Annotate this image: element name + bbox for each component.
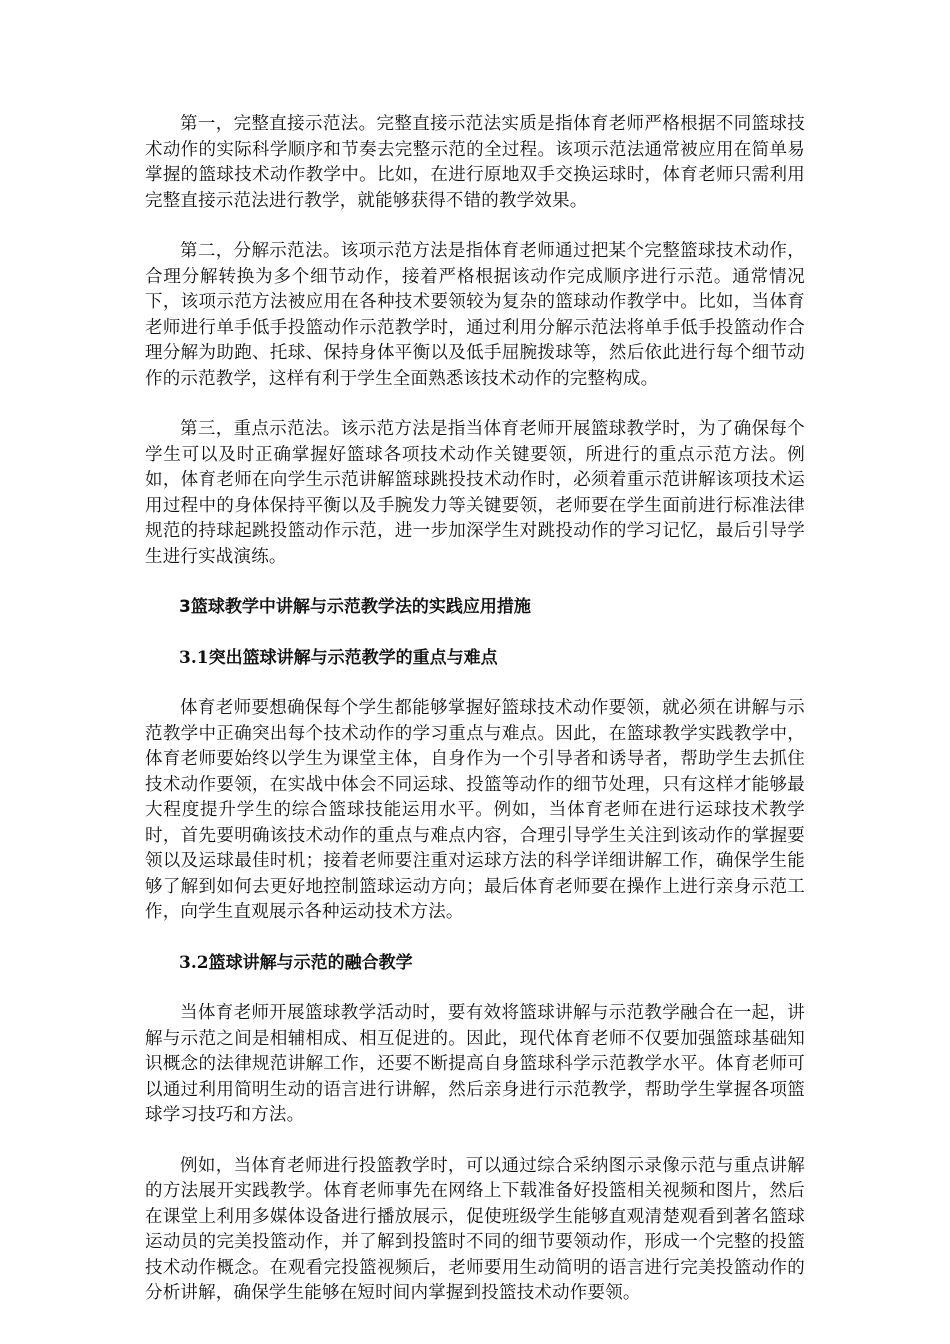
section-heading: 3篮球教学中讲解与示范教学法的实践应用措施 — [179, 597, 531, 617]
paragraph-key-point-demonstration: 第三，重点示范法。该示范方法是指当体育老师开展篮球教学时，为了确保每个学生可以及时正确掌握好篮球各项技术动作关键要领，所进行的重点示范方法。例如，体育老师在向学生示范讲解篮球跳投技术动作时，必须着重示范讲解该项技术运用过程中的身体保持平衡以及手腕发力等关键要领，老师要在学生面前进行标准法律规范的持球起跳投篮动作示范，进一步加深学生对跳投动作的学习记忆，最后引导学生进行实战演练。 — [145, 419, 805, 567]
subsection-heading-3-2: 3.2篮球讲解与示范的融合教学 — [179, 952, 413, 973]
paragraph-3-2-a: 当体育老师开展篮球教学活动时，要有效将篮球讲解与示范教学融合在一起，讲解与示范之间是相辅相成、相互促进的。因此，现代体育老师不仅要加强篮球基础知识概念的法律规范讲解工作，还要不断提高自身篮球科学示范教学水平。体育老师可以通过利用简明生动的语言进行讲解，然后亲身进行示范教学，帮助学生掌握各项篮球学习技巧和方法。 — [145, 1003, 805, 1125]
paragraph-decomposition-demonstration: 第二，分解示范法。该项示范方法是指体育老师通过把某个完整篮球技术动作，合理分解转换为多个细节动作，接着严格根据该动作完成顺序进行示范。通常情况下，该项示范方法被应用在各种技术要领较为复杂的篮球动作教学中。比如，当体育老师进行单手低手投篮动作示范教学时，通过利用分解示范法将单手低手投篮动作合理分解为助跑、托球、保持身体平衡以及低手屈腕拨球等，然后依此进行每个细节动作的示范教学，这样有利于学生全面熟悉该技术动作的完整构成。 — [145, 241, 805, 389]
paragraph-complete-demonstration: 第一，完整直接示范法。完整直接示范法实质是指体育老师严格根据不同篮球技术动作的实际科学顺序和节奏去完整示范的全过程。该项示范法通常被应用在简单易掌握的篮球技术动作教学中。比如，在进行原地双手交换运球时，体育老师只需利用完整直接示范法进行教学，就能够获得不错的教学效果。 — [145, 114, 805, 211]
paragraph-3-2-b: 例如，当体育老师进行投篮教学时，可以通过综合采纳图示录像示范与重点讲解的方法展开实践教学。体育老师事先在网络上下载准备好投篮相关视频和图片，然后在课堂上利用多媒体设备进行播放展示，促使班级学生能够直观清楚观看到著名篮球运动员的完美投篮动作，并了解到投篮时不同的细节要领动作，形成一个完整的投篮技术动作概念。在观看完投篮视频后，老师要用生动简明的语言进行完美投篮动作的分析讲解，确保学生能够在短时间内掌握到投篮技术动作要领。 — [145, 1155, 805, 1303]
document-body — [145, 112, 805, 1332]
subsection-heading-3-1: 3.1突出篮球讲解与示范教学的重点与难点 — [179, 647, 498, 668]
paragraph-3-1: 体育老师要想确保每个学生都能够掌握好篮球技术动作要领，就必须在讲解与示范教学中正确突出每个技术动作的学习重点与难点。因此，在篮球教学实践教学中，体育老师要始终以学生为课堂主体，自身作为一个引导者和诱导者，帮助学生去抓住技术动作要领，在实战中体会不同运球、投篮等动作的细节处理，只有这样才能够最大程度提升学生的综合篮球技能运用水平。例如，当体育老师在进行运球技术教学时，首先要明确该技术动作的重点与难点内容，合理引导学生关注到该动作的掌握要领以及运球最佳时机；接着老师要注重对运球方法的科学详细讲解工作，确保学生能够了解到如何去更好地控制篮球运动方向；最后体育老师要在操作上进行亲身示范工作，向学生直观展示各种运动技术方法。 — [145, 698, 805, 922]
